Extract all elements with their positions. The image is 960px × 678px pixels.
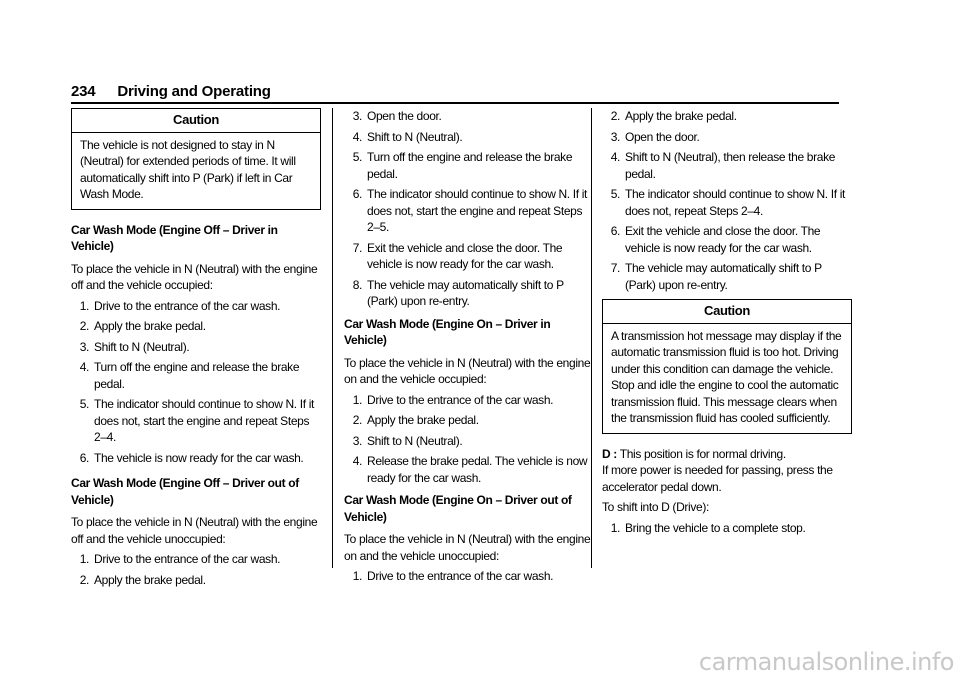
step-number: 2. <box>79 572 89 587</box>
step-number: 4. <box>79 360 89 374</box>
step-number: 1. <box>352 392 362 407</box>
step-item <box>71 572 321 589</box>
section-intro: To place the vehicle in N (Neutral) with the engine off and the vehicle occupied: <box>71 261 318 292</box>
step-item <box>344 453 594 486</box>
step-text: Shift to N (Neutral), then release the brake pedal. <box>625 150 836 181</box>
step-text: The vehicle may automatically shift to P (Park) upon re-entry. <box>367 277 564 308</box>
step-item <box>344 392 594 409</box>
step-number: 5. <box>352 150 362 164</box>
step-item <box>344 412 594 429</box>
step-number: 4. <box>352 129 362 144</box>
caution-title: Caution <box>603 300 851 324</box>
page-number: 234 <box>71 83 96 100</box>
step-number: 4. <box>610 150 620 164</box>
step-number: 7. <box>352 240 362 255</box>
step-text: Drive to the entrance of the car wash. <box>367 569 554 583</box>
section-intro: To place the vehicle in N (Neutral) with the engine on and the vehicle occupied: <box>344 355 591 386</box>
caution-text: The vehicle is not designed to stay in N (Neutral) for extended periods of time. It will automatically shift into P (Park) if left in Car Wash Mode. <box>80 137 296 201</box>
step-number: 1. <box>79 298 89 313</box>
step-text: The vehicle is now ready for the car wash. <box>94 450 304 465</box>
step-text: Turn off the engine and release the brake pedal. <box>367 150 573 181</box>
drive-label: D : <box>602 446 617 461</box>
section-heading: Car Wash Mode (Engine Off – Driver out of Vehicle) <box>71 476 299 507</box>
step-text: Apply the brake pedal. <box>94 319 206 333</box>
step-text: Shift to N (Neutral). <box>367 129 463 144</box>
step-item <box>602 260 852 293</box>
step-item <box>344 433 594 450</box>
step-text: Exit the vehicle and close the door. The vehicle is now ready for the car wash. <box>625 224 821 255</box>
section-intro: To place the vehicle in N (Neutral) with the engine on and the vehicle unoccupied: <box>344 532 591 563</box>
step-item <box>344 186 594 236</box>
step-number: 6. <box>352 187 362 201</box>
step-number: 2. <box>610 109 620 123</box>
step-number: 3. <box>610 129 620 144</box>
step-number: 2. <box>79 319 89 333</box>
step-item <box>602 108 852 125</box>
step-item <box>602 520 852 537</box>
step-item <box>602 223 852 256</box>
step-item <box>71 318 321 335</box>
column-1 <box>71 108 321 594</box>
step-text: Drive to the entrance of the car wash. <box>94 298 281 313</box>
step-item <box>71 551 321 568</box>
step-item <box>602 186 852 219</box>
step-item <box>344 108 594 125</box>
section-intro: To place the vehicle in N (Neutral) with the engine off and the vehicle unoccupied: <box>71 515 318 546</box>
shift-intro: To shift into D (Drive): <box>602 500 709 514</box>
step-text: The vehicle may automatically shift to P (Park) upon re-entry. <box>625 261 822 292</box>
step-list <box>71 298 321 467</box>
step-item <box>71 359 321 392</box>
step-list <box>344 568 594 585</box>
watermark: carmanualsonline.info <box>698 648 954 676</box>
header-rule <box>71 102 839 104</box>
section-heading: Car Wash Mode (Engine On – Driver in Vehicle) <box>344 316 551 347</box>
step-number: 1. <box>610 520 620 535</box>
section-heading: Car Wash Mode (Engine On – Driver out of Vehicle) <box>344 493 572 524</box>
column-3 <box>602 108 852 542</box>
step-list <box>71 551 321 588</box>
caution-title: Caution <box>72 109 320 133</box>
section-title: Driving and Operating <box>117 83 271 100</box>
column-2 <box>344 108 594 591</box>
step-text: The indicator should continue to show N. If it does not, start the engine and repeat Steps 2–4. <box>94 397 315 444</box>
caution-text: A transmission hot message may display if the automatic transmission fluid is too hot. Driving under this condition can damage the vehicle. Stop and idle the engine to cool the automatic transmission fluid. This message clears when the transmission fluid has cooled sufficiently. <box>611 328 842 425</box>
step-number: 8. <box>352 277 362 292</box>
step-number: 1. <box>352 569 362 583</box>
step-number: 3. <box>352 109 362 123</box>
step-text: Apply the brake pedal. <box>367 413 479 427</box>
step-item <box>344 129 594 146</box>
step-number: 6. <box>79 450 89 465</box>
step-text: Drive to the entrance of the car wash. <box>367 392 554 407</box>
drive-description: This position is for normal driving. <box>619 446 786 461</box>
step-list <box>344 108 594 310</box>
page-header <box>71 83 271 100</box>
step-text: Shift to N (Neutral). <box>94 339 190 354</box>
step-list <box>602 108 852 293</box>
step-list <box>602 520 852 537</box>
step-number: 3. <box>352 433 362 448</box>
step-number: 3. <box>79 339 89 354</box>
step-item <box>71 396 321 446</box>
step-text: Turn off the engine and release the brake pedal. <box>94 360 300 391</box>
step-item <box>71 450 321 467</box>
step-text: Exit the vehicle and close the door. The vehicle is now ready for the car wash. <box>367 240 563 271</box>
step-text: Bring the vehicle to a complete stop. <box>625 520 806 535</box>
drive-more-power: If more power is needed for passing, press the accelerator pedal down. <box>602 463 833 494</box>
step-item <box>344 568 594 585</box>
column-divider-1 <box>332 108 333 568</box>
step-number: 6. <box>610 224 620 238</box>
step-text: Open the door. <box>367 109 442 123</box>
drive-position-line <box>602 446 852 463</box>
step-text: The indicator should continue to show N. If it does not, repeat Steps 2–4. <box>625 187 846 218</box>
step-text: The indicator should continue to show N. If it does not, start the engine and repeat Steps 2–5. <box>367 187 588 234</box>
step-number: 2. <box>352 413 362 427</box>
step-text: Drive to the entrance of the car wash. <box>94 552 281 566</box>
step-item <box>602 149 852 182</box>
section-heading: Car Wash Mode (Engine Off – Driver in Vehicle) <box>71 222 278 253</box>
caution-box <box>71 108 321 210</box>
caution-box <box>602 299 852 434</box>
step-item <box>602 129 852 146</box>
step-text: Apply the brake pedal. <box>625 109 737 123</box>
step-item <box>344 149 594 182</box>
step-number: 5. <box>79 397 89 411</box>
step-item <box>71 298 321 315</box>
step-text: Open the door. <box>625 129 700 144</box>
step-number: 7. <box>610 261 620 275</box>
step-number: 1. <box>79 552 89 566</box>
step-text: Release the brake pedal. The vehicle is now ready for the car wash. <box>367 454 588 485</box>
step-number: 4. <box>352 454 362 468</box>
step-list <box>344 392 594 487</box>
step-text: Apply the brake pedal. <box>94 572 206 587</box>
step-item <box>344 240 594 273</box>
step-text: Shift to N (Neutral). <box>367 433 463 448</box>
step-item <box>344 277 594 310</box>
step-number: 5. <box>610 187 620 201</box>
step-item <box>71 339 321 356</box>
